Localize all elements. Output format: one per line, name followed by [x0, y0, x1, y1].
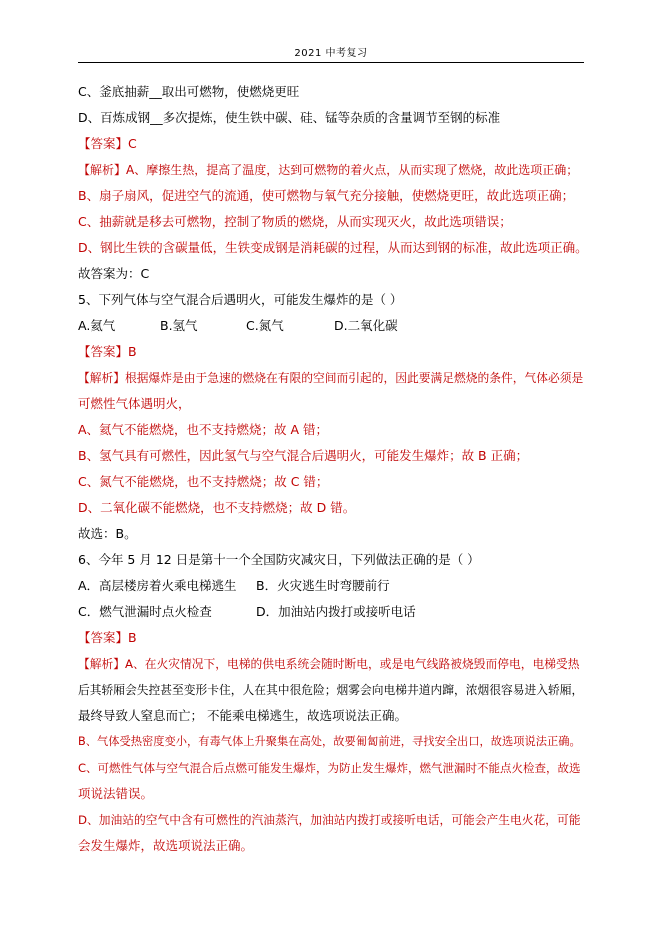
q6-analysis-a-cont-1: 后其轿厢会失控甚至变形卡住，人在其中很危险；烟雾会向电梯井道内蹿，浓烟很容易进入轿厢， — [78, 683, 584, 697]
document-body — [78, 79, 588, 859]
q5-analysis-intro: 【解析】根据爆炸是由于急速的燃烧在有限的空间而引起的，因此要满足燃烧的条件，气体必须是 — [78, 371, 584, 385]
answer-tag: 【答案】 — [78, 630, 129, 645]
q5-analysis-b: B、氢气具有可燃性，因此氢气与空气混合后遇明火，可能发生爆炸；故 B 正确； — [78, 448, 529, 463]
q6-option-d: D．加油站内拨打或接听电话 — [256, 604, 416, 619]
analysis-tag: 【解析】 — [78, 163, 127, 177]
q4-option-c: C、釜底抽薪__取出可燃物，使燃烧更旺 — [78, 84, 300, 99]
analysis-tag: 【解析】 — [78, 371, 125, 385]
q6-analysis-a-cont-2: 最终导致人窒息而亡； 不能乘电梯逃生，故选项说法正确。 — [78, 708, 407, 723]
q6-analysis-b: B、气体受热密度变小，有毒气体上升聚集在高处，故要匍匐前进，寻找安全出口，故选项说法正确。 — [78, 735, 581, 748]
q4-option-d: D、百炼成钢__多次提炼，使生铁中碳、硅、锰等杂质的含量调节至钢的标准 — [78, 110, 501, 125]
q5-analysis-c: C、氮气不能燃烧，也不支持燃烧；故 C 错； — [78, 474, 329, 489]
answer-tag: 【答案】 — [78, 136, 129, 151]
q6-option-c: C．燃气泄漏时点火检查 — [78, 604, 212, 619]
q4-analysis-b: B、扇子扇风，促进空气的流通，使可燃物与氧气充分接触，使燃烧更旺，故此选项正确； — [78, 188, 575, 203]
q5-analysis-d: D、二氧化碳不能燃烧，也不支持燃烧；故 D 错。 — [78, 500, 356, 515]
header-divider — [78, 62, 584, 63]
q6-analysis-c: C、可燃性气体与空气混合后点燃可能发生爆炸，为防止发生爆炸，燃气泄漏时不能点火检查，故选 — [78, 761, 581, 775]
page-header: 2021 中考复习 — [294, 48, 368, 59]
q6-analysis-a: 【解析】A、在火灾情况下，电梯的供电系统会随时断电，或是电气线路被烧毁而停电，电梯受热 — [78, 657, 580, 671]
answer-value: C — [128, 136, 137, 151]
q5-option-b: B.氢气 — [160, 318, 198, 333]
answer-value: B — [128, 630, 137, 645]
q5-option-c: C.氮气 — [246, 318, 284, 333]
q5-options — [78, 313, 588, 339]
q4-answer — [78, 131, 588, 157]
q5-option-d: D.二氧化碳 — [334, 318, 398, 333]
q5-answer — [78, 339, 588, 365]
q4-conclusion: 故答案为：C — [78, 266, 150, 281]
q6-options-row-2 — [78, 599, 588, 625]
q5-analysis-intro-cont: 可燃性气体遇明火， — [78, 396, 191, 411]
answer-value: B — [128, 344, 137, 359]
q6-answer — [78, 625, 588, 651]
q6-options-row-1 — [78, 573, 588, 599]
q4-analysis-d: D、钢比生铁的含碳量低，生铁变成钢是消耗碳的过程，从而达到钢的标准，故此选项正确。 — [78, 240, 588, 255]
q6-analysis-c-cont: 项说法错误。 — [78, 786, 154, 801]
q6-option-b: B．火灾逃生时弯腰前行 — [256, 578, 390, 593]
q6-analysis-d-cont: 会发生爆炸，故选项说法正确。 — [78, 838, 254, 853]
q5-conclusion: 故选：B。 — [78, 526, 137, 541]
q5-option-a: A.氦气 — [78, 318, 116, 333]
q4-analysis-c: C、抽薪就是移去可燃物，控制了物质的燃烧，从而实现灭火，故此选项错误； — [78, 214, 512, 229]
q6-option-a: A．高层楼房着火乘电梯逃生 — [78, 578, 237, 593]
q6-stem: 6、今年 5 月 12 日是第十一个全国防灾减灾日，下列做法正确的是（ ） — [78, 552, 480, 567]
q4-analysis-a: 【解析】A、摩擦生热，提高了温度，达到可燃物的着火点，从而实现了燃烧，故此选项正确； — [78, 163, 579, 177]
q5-analysis-a: A、氦气不能燃烧，也不支持燃烧；故 A 错； — [78, 422, 329, 437]
q6-analysis-d: D、加油站的空气中含有可燃性的汽油蒸汽，加油站内拨打或接听电话，可能会产生电火花，可能 — [78, 813, 581, 827]
answer-tag: 【答案】 — [78, 344, 129, 359]
q5-stem: 5、下列气体与空气混合后遇明火，可能发生爆炸的是（ ） — [78, 292, 403, 307]
analysis-tag: 【解析】 — [78, 657, 125, 671]
